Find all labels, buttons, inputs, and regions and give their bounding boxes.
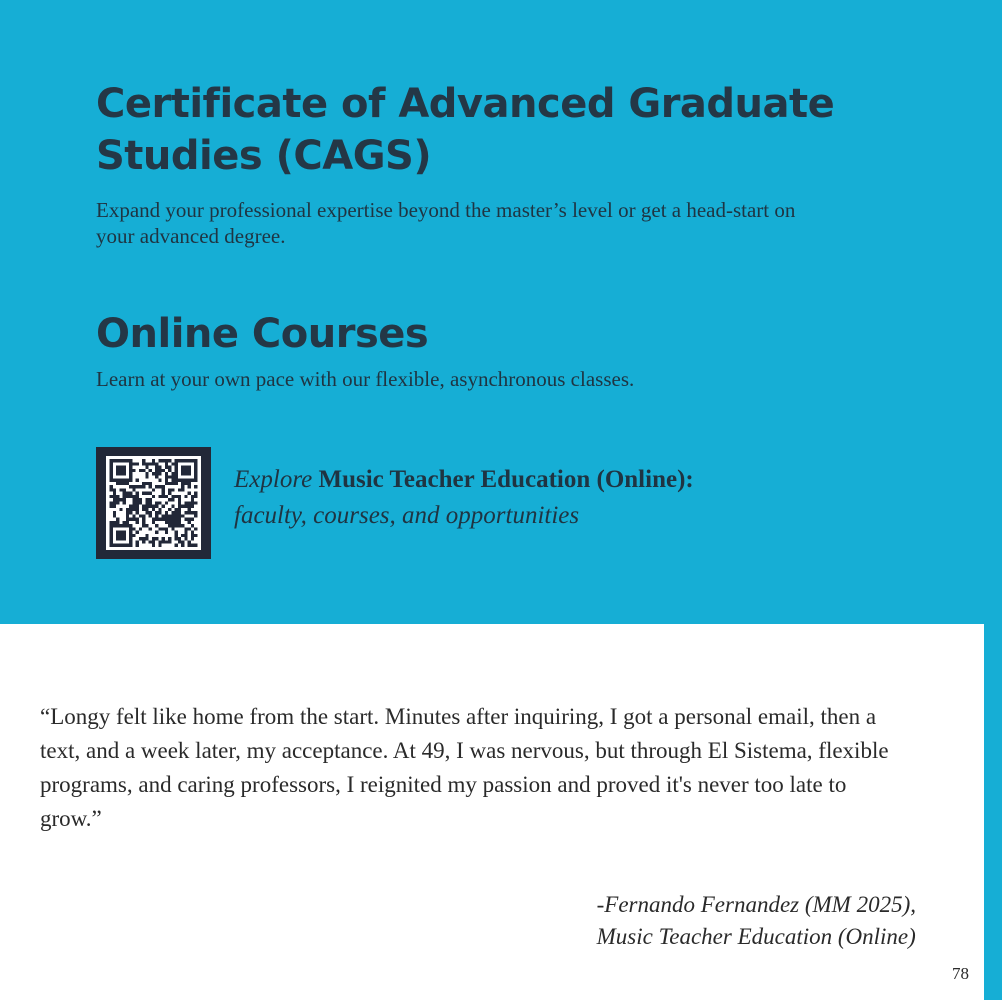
attribution-program: Music Teacher Education (Online) <box>596 924 916 949</box>
explore-lead: Explore <box>234 466 313 493</box>
explore-link[interactable] <box>234 462 854 534</box>
online-courses-title: Online Courses <box>96 311 429 357</box>
explore-program: Music Teacher Education (Online): <box>318 466 694 493</box>
side-accent-strip <box>984 624 1002 1000</box>
page-number: 78 <box>952 964 969 983</box>
testimonial-attribution <box>597 889 916 953</box>
online-courses-description: Learn at your own pace with our flexible, asynchronous classes. <box>96 367 635 391</box>
qr-code-graphic <box>106 456 201 550</box>
qr-code-icon[interactable] <box>96 447 211 559</box>
cags-title: Certificate of Advanced Graduate Studies (CAGS) <box>96 81 835 179</box>
explore-tail: faculty, courses, and opportunities <box>234 502 580 529</box>
cags-description: Expand your professional expertise beyond the master’s level or get a head-start on your advanced degree. <box>96 198 796 248</box>
attribution-name: -Fernando Fernandez (MM 2025), <box>596 892 916 917</box>
testimonial-quote: “Longy felt like home from the start. Minutes after inquiring, I got a personal email, then a text, and a week later, my acceptance. At 49, I was nervous, but through El Sistema, flexible programs, and caring professors, I reignited my passion and proved it's never too late to grow.” <box>40 704 889 831</box>
